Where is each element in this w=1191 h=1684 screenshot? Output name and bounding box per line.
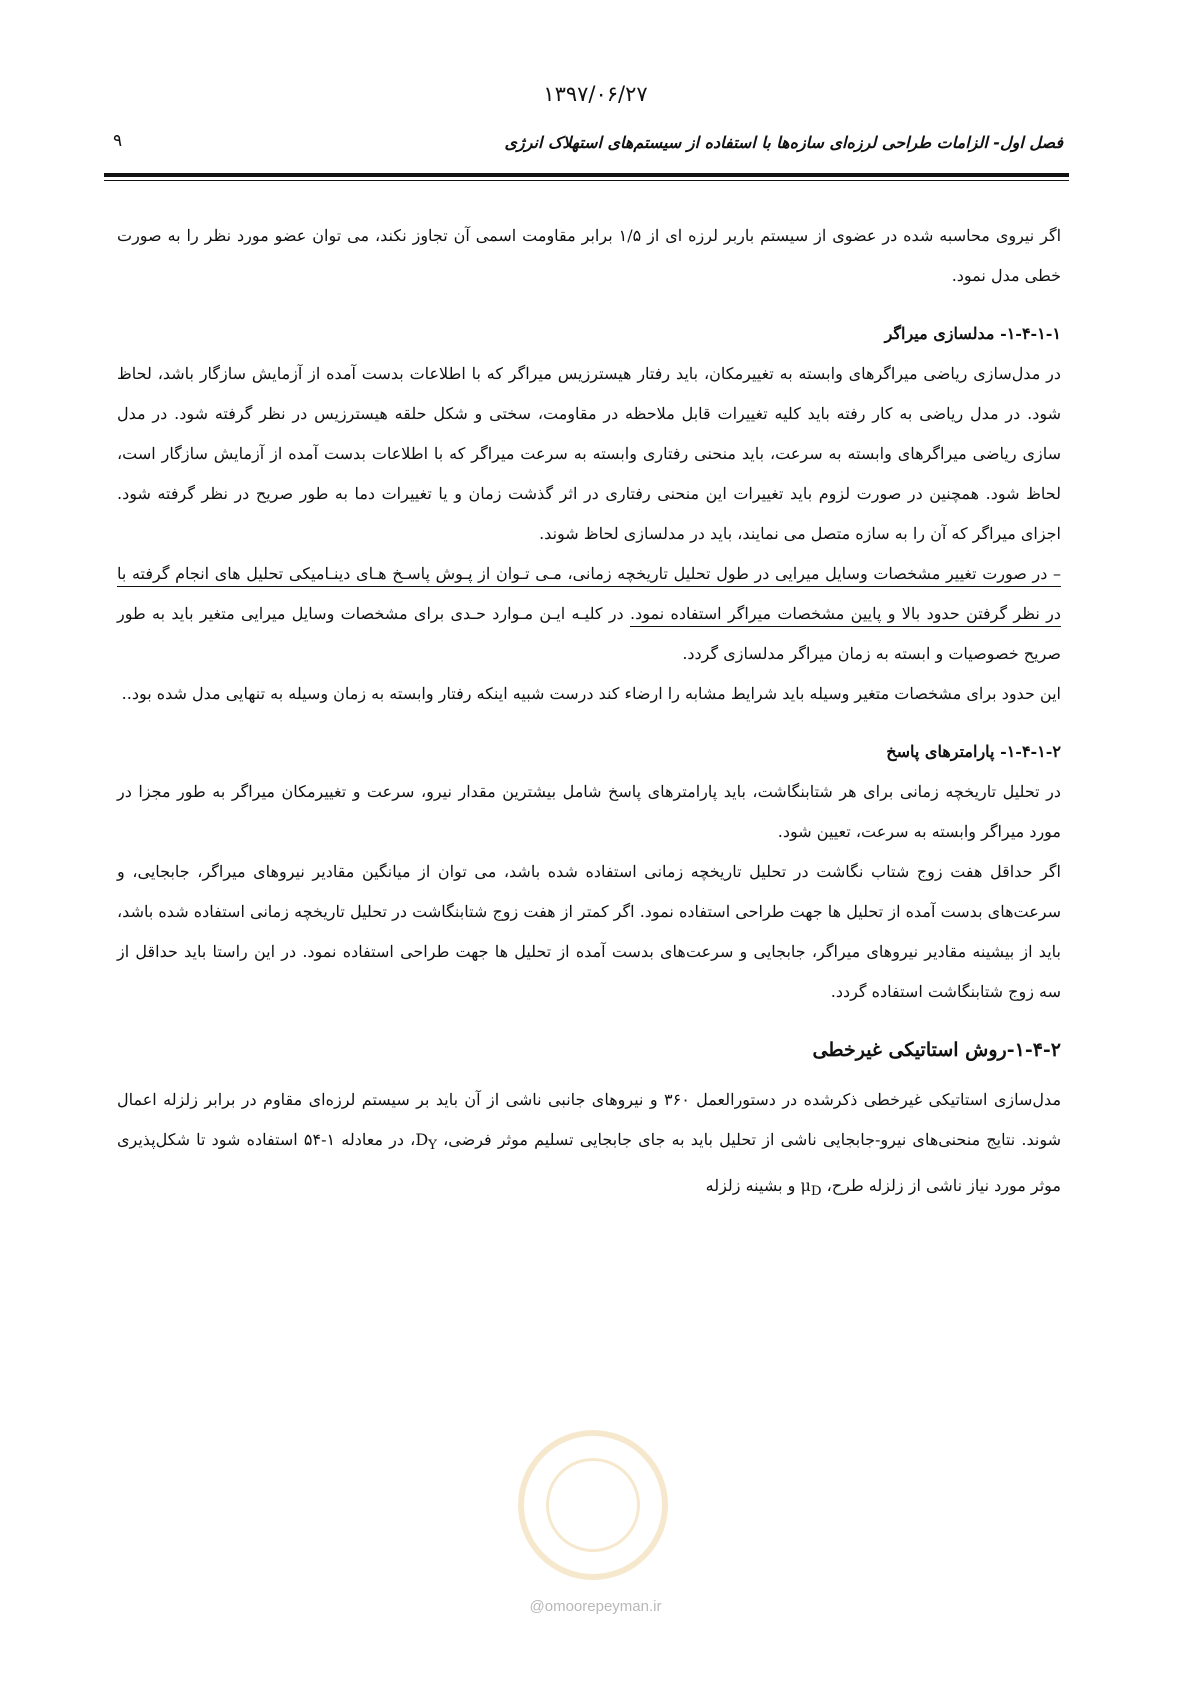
section-heading-damper-modeling: ۱-۴-۱-۱- مدلسازی میراگر [884,324,1061,343]
document-date: ۱۳۹۷/۰۶/۲۷ [543,82,648,106]
header-rule-thick [104,173,1069,177]
paragraph-continuation: در کلیـه ایـن مـوارد حـدی برای مشخصات وسایل میرایی متغیر باید به طور صریح خصوصیات و ابسته به زمان میراگر مدلسازی گردد. [117,604,1061,663]
response-parameters-paragraph: در تحلیل تاریخچه زمانی برای هر شتابنگاشت، باید پارامترهای پاسخ شامل بیشترین مقدار نیرو، سرعت و تغییرمکان میراگر به طور مجزا در مورد میراگر وابسته به سرعت، تعیین شود. [117,782,1061,841]
damper-limits-paragraph: این حدود برای مشخصات متغیر وسیله باید شرایط مشابه را ارضاء کند درست شبیه اینکه رفتار وابسته به زمان وسیله به تنهایی مدل شده بود.. [121,684,1061,703]
damper-property-paragraph [117,554,1061,674]
section-heading-response-parameters: ۱-۴-۱-۲- پارامترهای پاسخ [886,742,1061,761]
website-watermark: @omoorepeyman.ir [529,1598,662,1615]
chapter-title: فصل اول- الزامات طراحی لرزه‌ای سازه‌ها با استفاده از سیستم‌های استهلاک انرژی [504,133,1063,152]
document-body [117,216,1061,1212]
header-rule-thin [104,180,1069,181]
page-number: ۹ [113,131,123,151]
watermark-seal [518,1430,668,1580]
section-heading-nonlinear-static: ۱-۴-۲-روش استاتیکی غیرخطی [812,1039,1061,1061]
intro-paragraph: اگر نیروی محاسبه شده در عضوی از سیستم باربر لرزه ای از ۱/۵ برابر مقاومت اسمی آن تجاوز نکند، می توان عضو مورد نظر را به صورت خطی مدل نمود. [117,226,1062,285]
accelerogram-paragraph: اگر حداقل هفت زوج شتاب نگاشت در تحلیل تاریخچه زمانی استفاده شده باشد، می توان از میانگین مقادیر نیروهای میراگر، جابجایی، و سرعت‌های بدست آمده از تحلیل ها جهت طراحی استفاده نمود. اگر کمتر از هفت زوج شتابنگاشت در تحلیل تاریخچه زمانی استفاده شده باشد، باید از بیشینه مقادیر نیروهای میراگر، جابجایی و سرعت‌های بدست آمده از تحلیل ها جهت طراحی استفاده نمود. در این راستا باید حداقل از سه زوج شتابنگاشت استفاده گردد. [117,862,1061,1001]
subscript-y: Y [428,1138,437,1154]
subscript-d: D [810,1184,822,1200]
nonlinear-static-paragraph: مدل‌سازی استاتیکی غیرخطی ذکرشده در دستورالعمل ۳۶۰ و نیروهای جانبی ناشی از آن باید بر سیستم لرزه‌ای مقاوم در برابر زلزله اعمال شوند. نتایج منحنی‌های نیرو-جابجایی ناشی از تحلیل باید به جای جابجایی تسلیم موثر فرضی، $D_Y،$ در معادله ۱-۵۴ استفاده شود تا شکل‌پذیری موثر مورد نیاز ناشی از زلزله طرح، $\mu_D$ و بشینه زلزله [117,1090,1062,1200]
seal-inner-ring [546,1458,640,1552]
underlined-text: – در صورت تغییر مشخصات وسایل میرایی در طول تحلیل تاریخچه زمانی، مـی تـوان از پـوش پاسـخ هـای دینـامیکی تحلیل های انجام گرفته با در نظر گرفتن حدود بالا و پایین مشخصات میراگر استفاده نمود. [117,564,1062,623]
damper-modeling-paragraph: در مدل‌سازی ریاضی میراگرهای وابسته به تغییرمکان، باید رفتار هیسترزیس میراگر که با اطلاعات بدست آمده از آزمایش سازگار باشد، لحاظ شود. در مدل ریاضی به کار رفته باید کلیه تغییرات قابل ملاحظه در مقاومت، سختی و شکل حلقه هیسترزیس در نظر گرفته شود. در مدل سازی ریاضی میراگرهای وابسته به سرعت، باید منحنی رفتاری وابسته به سرعت میراگر که با اطلاعات بدست آمده از آزمایش سازگار است، لحاظ شود. همچنین در صورت لزوم باید تغییرات این منحنی رفتاری در اثر گذشت زمان و یا تغییرات دما به طور صریح در نظر گرفته شود. اجزای میراگر که آن را به سازه متصل می نمایند، باید در مدلسازی لحاظ شوند. [117,364,1061,543]
